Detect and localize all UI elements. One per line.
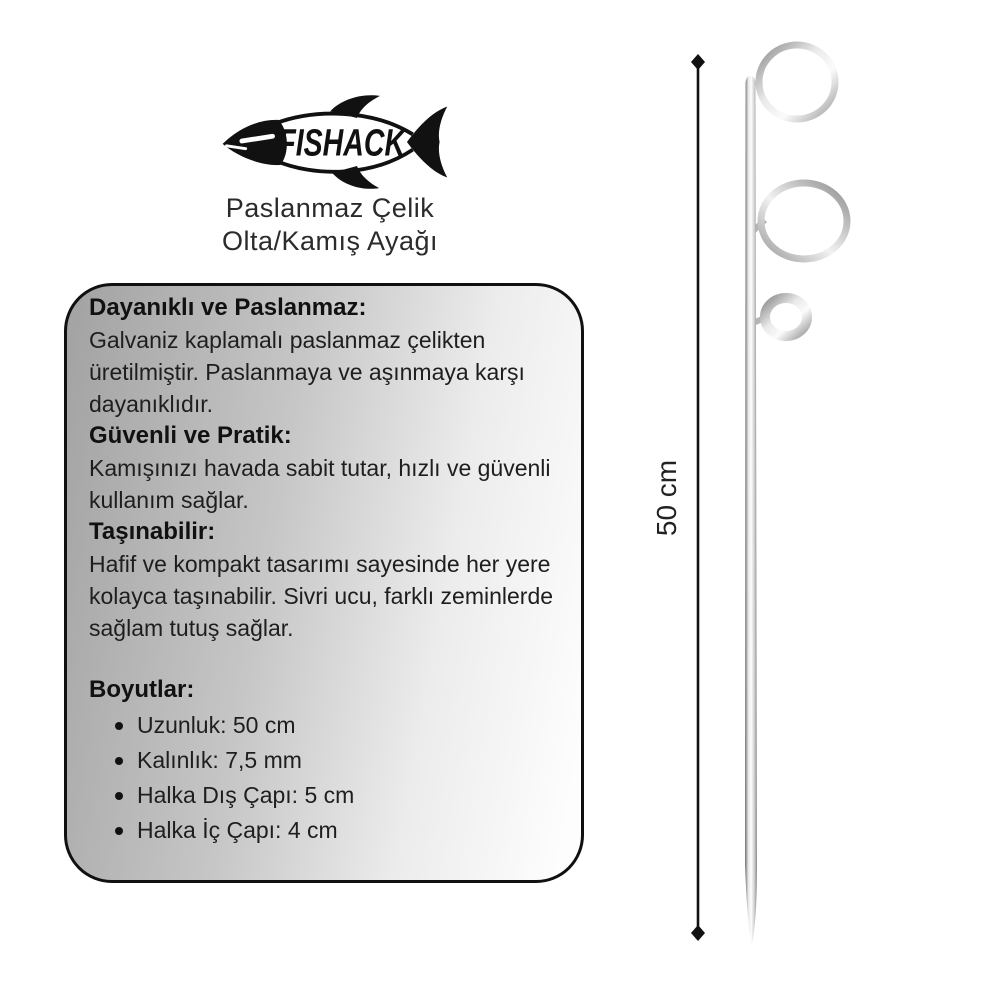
- rod-spike: [745, 76, 757, 946]
- section-heading-durable: Dayanıklı ve Paslanmaz:: [89, 294, 367, 321]
- section-body-safe: Kamışınızı havada sabit tutar, hızlı ve güvenli kullanım sağlar.: [89, 455, 551, 513]
- dimensions-heading: Boyutlar:: [89, 676, 195, 703]
- section-heading-safe: Güvenli ve Pratik:: [89, 422, 292, 449]
- section-heading-portable: Taşınabilir:: [89, 518, 216, 545]
- page-title-line1: Paslanmaz Çelik: [225, 193, 435, 223]
- brand-wordmark: FISHACK: [278, 121, 408, 165]
- dimension-item-ring-inner: Halka İç Çapı: 4 cm: [113, 813, 559, 848]
- ring-top: [759, 45, 835, 119]
- ring-middle: [761, 183, 847, 259]
- page-title-line2: Olta/Kamış Ayağı: [221, 226, 439, 256]
- dimension-label: 50 cm: [651, 459, 682, 537]
- section-body-portable: Hafif ve kompakt tasarımı sayesinde her yere kolayca taşınabilir. Sivri ucu, farklı zeminlerde sağlam tutuş sağlar.: [89, 551, 554, 641]
- dimension-item-length: Uzunluk: 50 cm: [113, 708, 559, 743]
- ring-small: [765, 298, 807, 336]
- dimension-arrow-bottom-icon: [691, 925, 705, 941]
- dimension-arrow-top-icon: [691, 54, 705, 70]
- section-body-durable: Galvaniz kaplamalı paslanmaz çelikten üretilmiştir. Paslanmaya ve aşınmaya karşı dayanıklıdır.: [89, 327, 525, 417]
- dimension-line: [691, 54, 705, 941]
- dimension-item-ring-outer: Halka Dış Çapı: 5 cm: [113, 778, 559, 813]
- dimension-item-thickness: Kalınlık: 7,5 mm: [113, 743, 559, 778]
